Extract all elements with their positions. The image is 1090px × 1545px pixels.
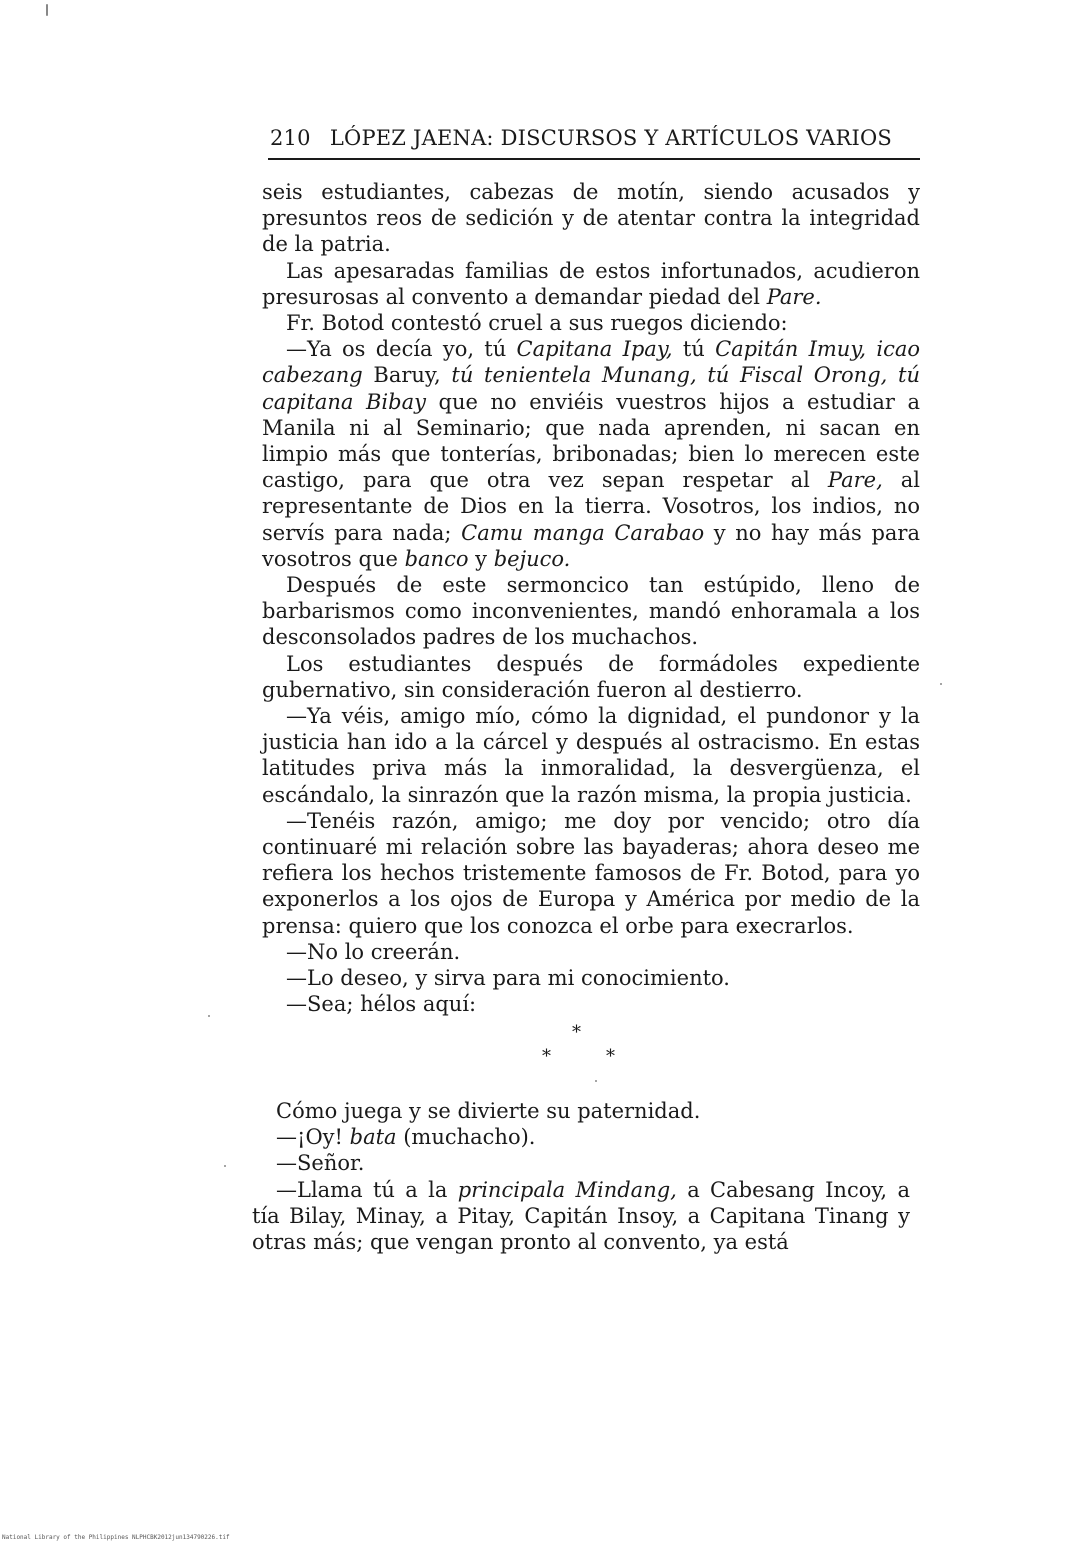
p4-italic-6: banco bbox=[404, 546, 469, 571]
p4-text-b: tú bbox=[672, 337, 716, 362]
asterisk-icon: * bbox=[542, 1045, 551, 1067]
p4-italic-2: Capitán Imuy, icao cabezang bbox=[262, 337, 920, 388]
page-number: 210 bbox=[270, 126, 311, 150]
running-title: LÓPEZ JAENA: DISCURSOS Y ARTÍCULOS VARIOS bbox=[329, 126, 892, 150]
p4-text-a: —Ya os decía yo, tú bbox=[286, 337, 517, 362]
dialogue-line-1 bbox=[252, 1124, 910, 1150]
dialogue-line-3 bbox=[252, 1177, 910, 1256]
paragraph-1: seis estudiantes, cabezas de motín, siendo acusados y presuntos reos de sedición y de atentar contra la integridad de la patria. bbox=[262, 180, 920, 257]
scan-speck bbox=[46, 4, 48, 16]
p4-text-f: y no hay más para vosotros que bbox=[262, 520, 920, 571]
dialogue-3-text-a: —Llama tú a la bbox=[276, 1177, 458, 1202]
p4-italic-1: Capitana Ipay, bbox=[516, 337, 673, 362]
p4-italic-4: Pare, bbox=[827, 468, 883, 493]
scan-speck bbox=[940, 683, 942, 685]
dialogue-1-text-a: —¡Oy! bbox=[276, 1125, 350, 1150]
paragraph-6: Los estudiantes después de formádoles expediente gubernativo, sin consideración fueron al destierro. bbox=[262, 651, 920, 702]
page-header bbox=[268, 124, 920, 160]
scan-footer: National Library of the Philippines NLPHCBK2012jun134790226.tif bbox=[2, 1534, 230, 1541]
scan-speck bbox=[208, 1015, 210, 1017]
p4-text-g: y bbox=[468, 546, 494, 571]
p4-italic-5: Camu manga Carabao bbox=[461, 520, 705, 545]
section-two bbox=[252, 1098, 910, 1255]
dialogue-1-italic: bata bbox=[349, 1125, 397, 1150]
dialogue-line-2: —Señor. bbox=[276, 1151, 365, 1176]
paragraph-10: —Lo deseo, y sirva para mi conocimiento. bbox=[286, 966, 730, 991]
paragraph-5: Después de este sermoncico tan estúpido, lleno de barbarismos como inconvenientes, mandó enhoramala a los desconsolados padres de los muchachos. bbox=[262, 573, 920, 650]
paragraph-7: —Ya véis, amigo mío, cómo la dignidad, el pundonor y la justicia han ido a la cárcel y después al ostracismo. En estas latitudes priva más la inmoralidad, la desvergüenza, el escándalo, la sinrazón que la razón misma, la propia justicia. bbox=[262, 704, 920, 807]
p4-italic-7: bejuco. bbox=[493, 546, 571, 571]
paragraph-3: Fr. Botod contestó cruel a sus ruegos diciendo: bbox=[286, 311, 788, 336]
p4-text-c: Baruy, bbox=[362, 363, 452, 388]
p4-text-e: al representante de Dios en la tierra. Vosotros, los indios, no servís para nada; bbox=[262, 468, 920, 545]
p4-italic-3: tú tenientela Munang, tú Fiscal Orong, tú capitana Bibay bbox=[262, 363, 920, 414]
dialogue-3-italic: principala Mindang, bbox=[457, 1177, 677, 1202]
scan-speck bbox=[224, 1165, 226, 1167]
paragraph-9: —No lo creerán. bbox=[286, 939, 461, 964]
paragraph-11: —Sea; hélos aquí: bbox=[286, 992, 477, 1017]
asterisk-icon: * bbox=[606, 1045, 615, 1067]
paragraph-2-italic: Pare. bbox=[766, 284, 822, 309]
paragraph-2-text: Las apesaradas familias de estos infortunados, acudieron presurosas al convento a demandar piedad del bbox=[262, 258, 920, 309]
section-title: Cómo juega y se divierte su paternidad. bbox=[276, 1099, 701, 1123]
asterisk-icon: * bbox=[572, 1021, 581, 1043]
paragraph-2 bbox=[262, 258, 920, 310]
scan-speck bbox=[595, 1080, 597, 1082]
paragraph-4 bbox=[262, 336, 920, 572]
p4-text-d: que no enviéis vuestros hijos a estudiar a Manila ni al Seminario; que nada aprenden, ni sacan en limpio más que tonterías, bribonadas; bien lo merecen este castigo, para que otra vez sepan respetar al bbox=[262, 389, 920, 493]
paragraph-8: —Tenéis razón, amigo; me doy por vencido; otro día continuaré mi relación sobre las bayaderas; ahora deseo me refiera los hechos tristemente famosos de Fr. Botod, para yo exponerlos a los ojos de Europa y América por medio de la prensa: quiero que los conozca el orbe para execrarlos. bbox=[262, 808, 920, 938]
dialogue-1-text-b: (muchacho). bbox=[396, 1125, 536, 1150]
body-text bbox=[262, 179, 920, 1070]
dialogue-3-text-b: a Cabesang Incoy, a tía Bilay, Minay, a Pitay, Capitán Insoy, a Capitana Tinang y otras más; que vengan pronto al convento, ya está bbox=[252, 1177, 910, 1255]
section-separator bbox=[262, 1018, 920, 1070]
